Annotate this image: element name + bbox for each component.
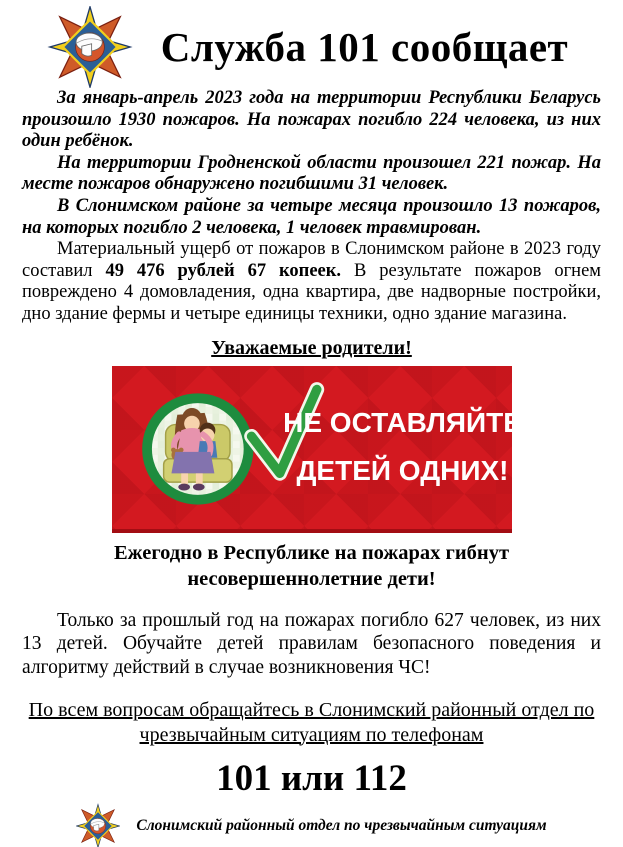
page-title: Служба 101 сообщает <box>160 24 569 70</box>
contact-line2: чрезвычайным ситуациям по телефонам <box>139 723 484 746</box>
contact-heading <box>22 698 601 747</box>
paragraph-last-year: Только за прошлый год на пожарах погибло 627 человек, из них 13 детей. Обучайте детей правилам безопасного поведения и алгоритму действий в случае возникновения ЧС! <box>22 609 601 678</box>
damage-intro: Материальный ущерб от пожаров в Слонимском районе в 2023 году составил <box>22 239 601 281</box>
footer <box>22 803 601 847</box>
paragraph-damage <box>22 239 601 325</box>
mchs-emblem-icon <box>46 6 134 88</box>
phone-numbers: 101 или 112 <box>216 758 407 800</box>
damage-amount: 49 476 рублей 67 копеек. <box>105 260 342 281</box>
header <box>22 6 601 88</box>
paragraph-district-stats: В Слонимском районе за четыре месяца произошло 13 пожаров, на которых погибло 2 человека, 1 человек травмирован. <box>22 195 601 238</box>
banner-slogan <box>283 366 522 529</box>
heading-parents: Уважаемые родители! <box>211 336 412 359</box>
heading-annual-deaths <box>22 540 601 592</box>
paragraph-region-stats: На территории Гродненской области произошел 221 пожар. На месте пожаров обнаружено погибшими 31 человек. <box>22 152 601 195</box>
annual-line2: несовершеннолетние дети! <box>187 567 436 590</box>
footer-org-name: Слонимский районный отдел по чрезвычайным ситуациям <box>136 817 547 835</box>
paragraph-republic-stats: За январь-апрель 2023 года на территории Республики Беларусь произошло 1930 пожаров. На пожарах погибло 224 человека, из них один ребёнок. <box>22 88 601 152</box>
safety-banner <box>112 366 522 533</box>
damage-rest: В результате пожаров огнем повреждено 4 домовладения, одна квартира, две надворные постройки, дно здание фермы и четыре единицы техники, одно здание магазина. <box>22 260 601 324</box>
banner-line2: ДЕТЕЙ ОДНИХ! <box>296 455 509 487</box>
mchs-emblem-icon <box>76 803 120 847</box>
contact-line1: По всем вопросам обращайтесь в Слонимский районный отдел по <box>28 699 595 722</box>
annual-line1: Ежегодно в Республике на пожарах гибнут <box>113 541 510 564</box>
banner-line1: НЕ ОСТАВЛЯЙТЕ <box>283 407 522 439</box>
